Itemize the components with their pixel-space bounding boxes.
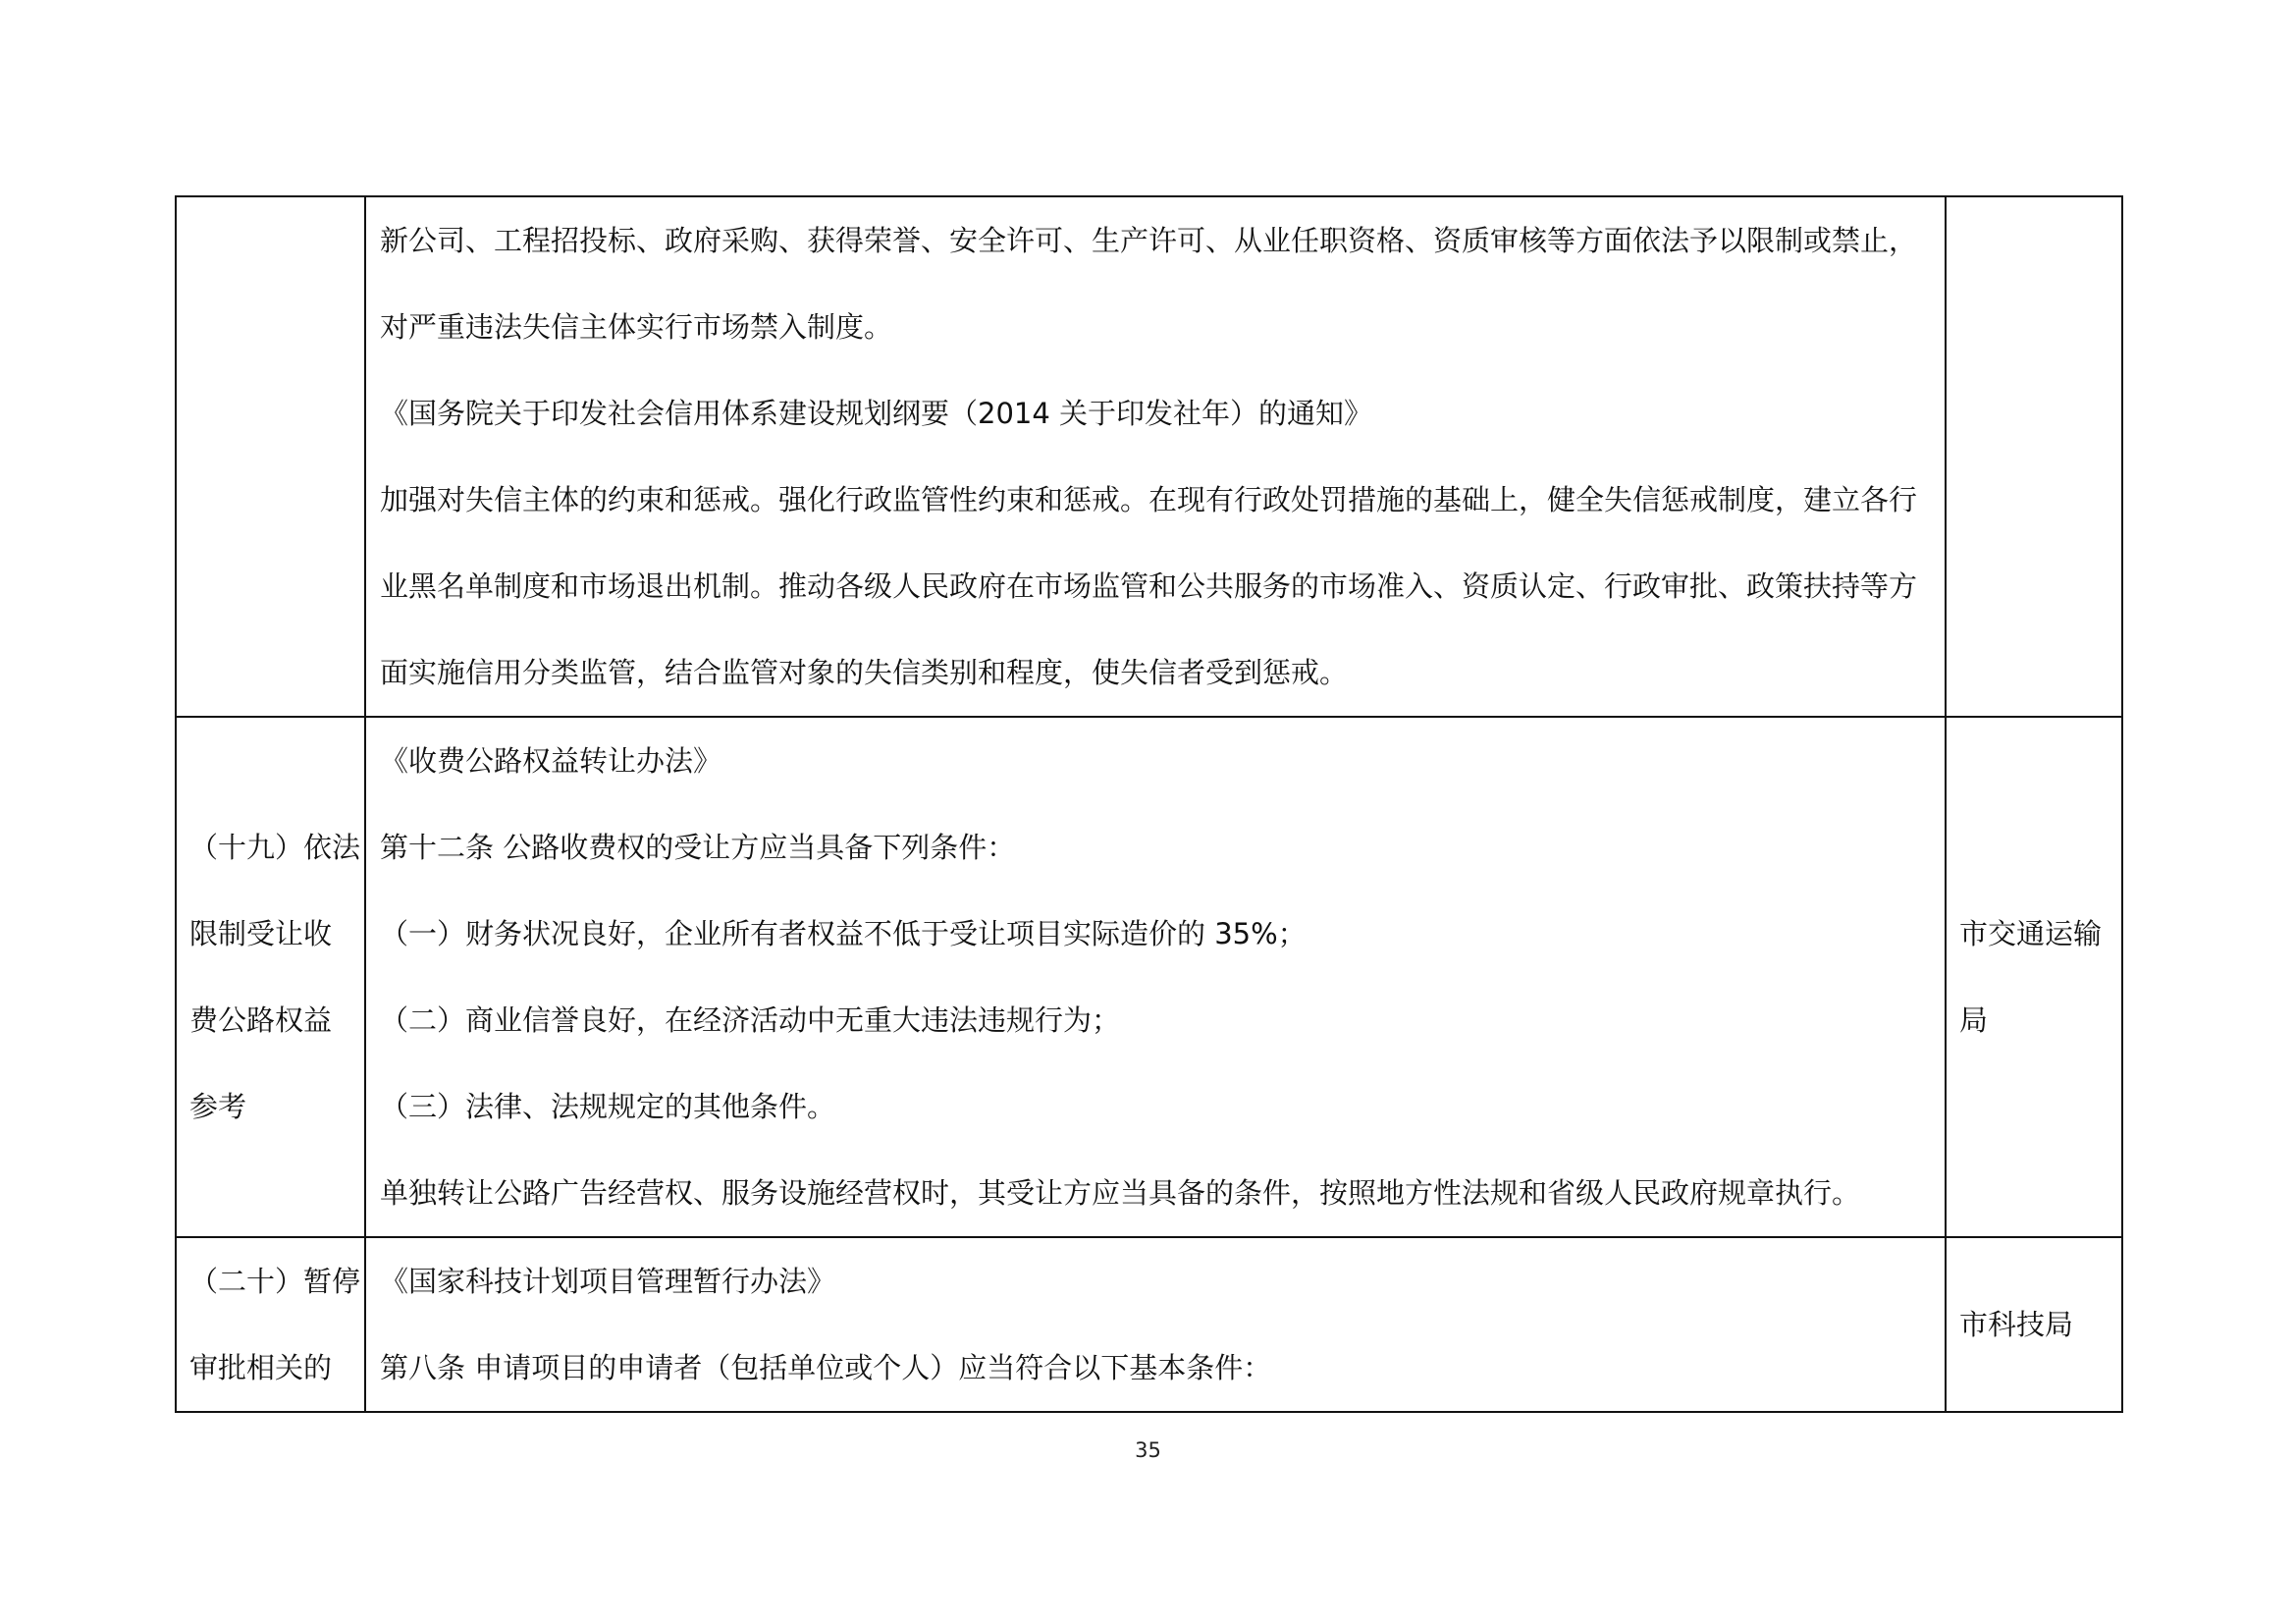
department-line: 市交通运输 <box>1959 917 2103 950</box>
table-row <box>176 717 2122 1237</box>
item-line: 审批相关的 <box>189 1351 333 1384</box>
basis-line: 对严重违法失信主体实行市场禁入制度。 <box>380 310 893 344</box>
item-line: 费公路权益 <box>189 1003 333 1037</box>
basis-line: 面实施信用分类监管，结合监管对象的失信类别和程度，使失信者受到惩戒。 <box>380 656 1349 689</box>
basis-line: 第十二条 公路收费权的受让方应当具备下列条件： <box>380 831 1016 864</box>
item-cell <box>176 717 365 1237</box>
basis-line: （二）商业信誉良好，在经济活动中无重大违法违规行为； <box>380 1003 1121 1037</box>
department-cell <box>1946 717 2122 1237</box>
item-line: 限制受让收 <box>189 917 333 950</box>
table-row <box>176 1237 2122 1412</box>
item-line: 参考 <box>189 1090 247 1123</box>
basis-cell <box>365 1237 1946 1412</box>
measures-table <box>175 195 2123 1413</box>
basis-line: 单独转让公路广告经营权、服务设施经营权时，其受让方应当具备的条件，按照地方性法规和省级人民政府规章执行。 <box>380 1176 1861 1210</box>
item-line: （二十）暂停 <box>189 1265 361 1298</box>
department-cell <box>1946 196 2122 717</box>
basis-line: 加强对失信主体的约束和惩戒。强化行政监管性约束和惩戒。在现有行政处罚措施的基础上，健全失信惩戒制度，建立各行 <box>380 483 1918 516</box>
basis-cell <box>365 717 1946 1237</box>
basis-line: 第八条 申请项目的申请者（包括单位或个人）应当符合以下基本条件： <box>380 1351 1272 1384</box>
department-cell <box>1946 1237 2122 1412</box>
item-cell <box>176 196 365 717</box>
table-row <box>176 196 2122 717</box>
page-number: 35 <box>1135 1438 1161 1462</box>
department-line: 市科技局 <box>1959 1308 2074 1341</box>
item-line: （十九）依法 <box>189 831 361 864</box>
basis-line: 新公司、工程招投标、政府采购、获得荣誉、安全许可、生产许可、从业任职资格、资质审核等方面依法予以限制或禁止， <box>380 224 1918 257</box>
basis-line: 《收费公路权益转让办法》 <box>380 744 722 778</box>
basis-line: 《国家科技计划项目管理暂行办法》 <box>380 1265 836 1298</box>
basis-line: 《国务院关于印发社会信用体系建设规划纲要（2014 关于印发社年）的通知》 <box>380 397 1373 430</box>
basis-line: （一）财务状况良好，企业所有者权益不低于受让项目实际造价的 35%； <box>380 917 1307 950</box>
basis-line: （三）法律、法规规定的其他条件。 <box>380 1090 836 1123</box>
department-line: 局 <box>1959 1003 1989 1037</box>
item-cell <box>176 1237 365 1412</box>
basis-line: 业黑名单制度和市场退出机制。推动各级人民政府在市场监管和公共服务的市场准入、资质认定、行政审批、政策扶持等方 <box>380 569 1918 603</box>
basis-cell <box>365 196 1946 717</box>
